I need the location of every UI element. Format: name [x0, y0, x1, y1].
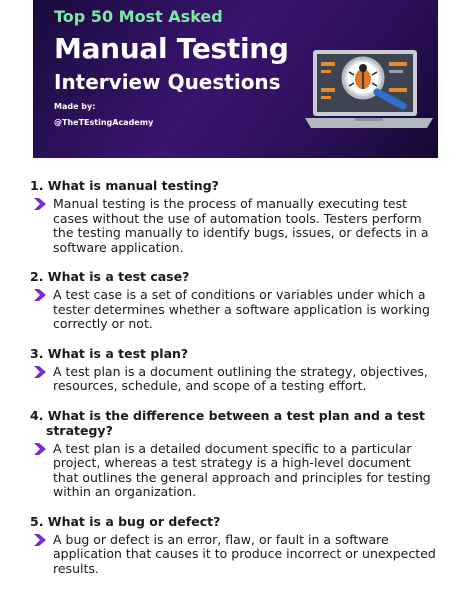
laptop-magnifier-icon	[305, 48, 433, 132]
answer-text: A bug or defect is an error, flaw, or fault in a software application that causes it to produce incorrect or unexpected results.	[53, 531, 436, 576]
author-handle: @TheTEstingAcademy	[54, 118, 154, 127]
question-heading: 2. What is a test case?	[30, 269, 190, 284]
made-by-label: Made by:	[54, 102, 96, 111]
qa-item	[30, 514, 440, 577]
qa-item	[30, 178, 440, 255]
answer-text-wrap	[30, 442, 440, 500]
answer-text-wrap	[30, 288, 440, 332]
qa-item	[30, 269, 440, 332]
qa-list	[30, 178, 440, 590]
qa-item	[30, 408, 440, 500]
arrow-bullet-icon	[33, 197, 49, 211]
header-banner	[33, 0, 438, 158]
answer-text: A test plan is a detailed document specific to a particular project, whereas a test strategy is a high-level document that outlines the general approach and principles for testing within an organization.	[53, 440, 431, 499]
question-heading: 5. What is a bug or defect?	[30, 513, 221, 529]
qa-item	[30, 346, 440, 394]
question-heading: 3. What is a test plan?	[30, 345, 189, 361]
arrow-bullet-icon	[33, 442, 49, 456]
answer-text-wrap	[30, 197, 440, 255]
question-heading: 4. What is the difference between a test plan and a test strategy?	[30, 407, 426, 438]
arrow-bullet-icon	[33, 288, 49, 302]
banner-eyebrow: Top 50 Most Asked	[54, 7, 223, 26]
answer-text: A test case is a set of conditions or variables under which a tester determines whether a software application is working correctly or not.	[53, 287, 430, 331]
arrow-bullet-icon	[33, 533, 49, 547]
answer-text-wrap	[30, 365, 440, 394]
arrow-bullet-icon	[33, 365, 49, 379]
answer-text: Manual testing is the process of manually executing test cases without the use of automation tools. Testers perform the testing manually to identify bugs, issues, or defects in a software application.	[53, 196, 429, 255]
answer-text: A test plan is a document outlining the strategy, objectives, resources, schedule, and scope of a testing effort.	[53, 363, 428, 393]
answer-text-wrap	[30, 533, 440, 577]
banner-title: Manual Testing	[54, 32, 289, 65]
banner-subtitle: Interview Questions	[54, 70, 281, 94]
question-heading: 1. What is manual testing?	[30, 178, 219, 193]
